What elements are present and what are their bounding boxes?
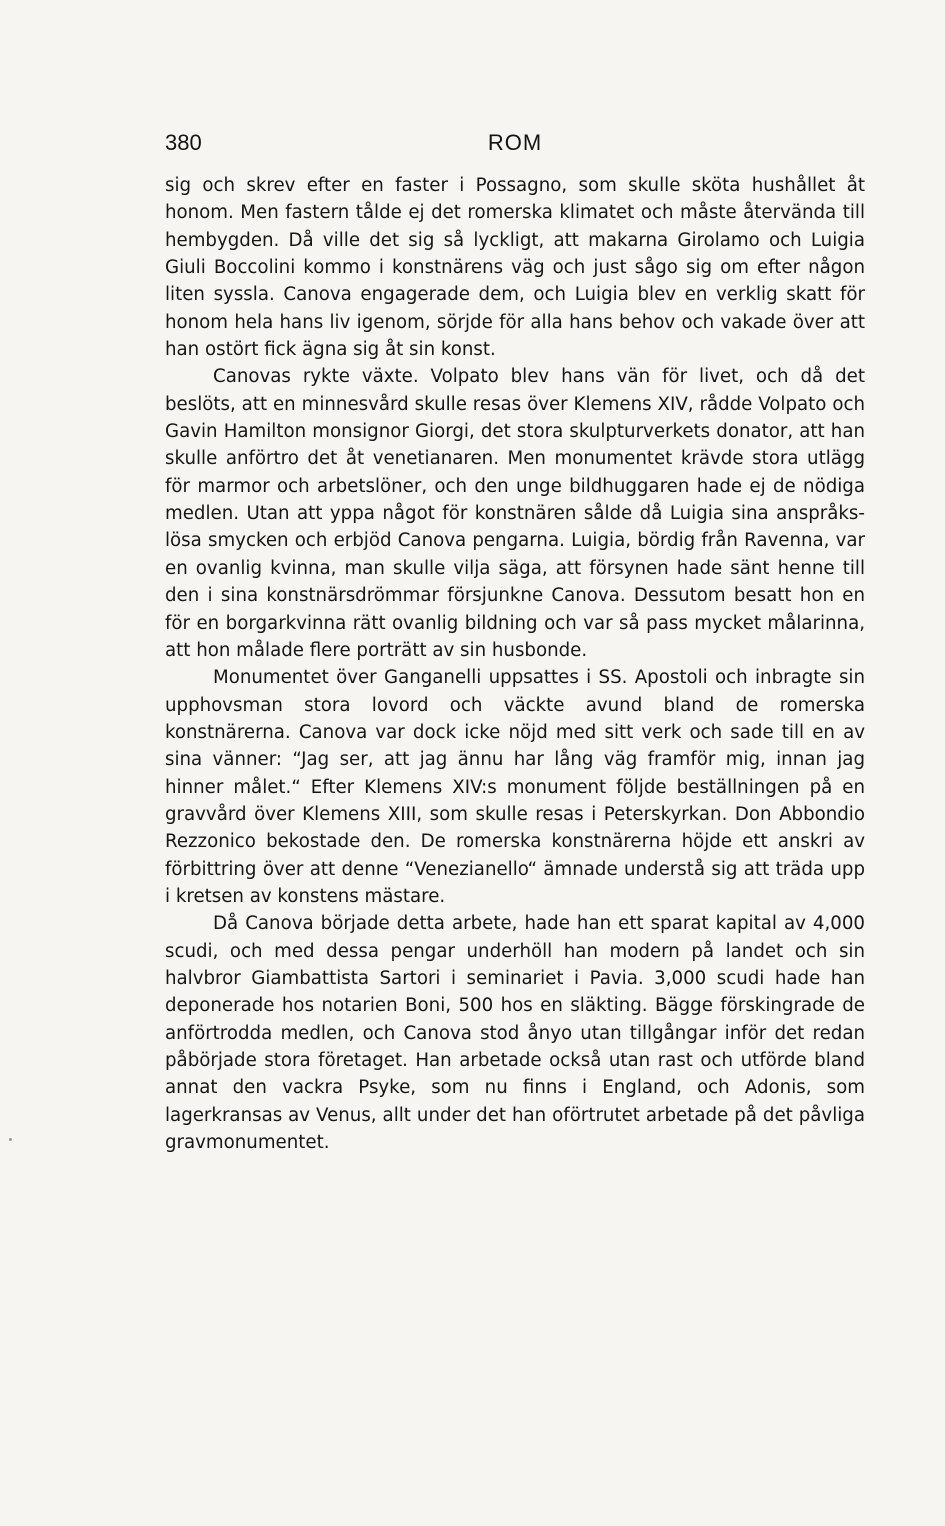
margin-speck bbox=[9, 1138, 12, 1141]
running-title: ROM bbox=[487, 130, 543, 155]
running-head bbox=[165, 130, 865, 164]
paragraph: sig och skrev efter en faster i Possagno, som skulle sköta hushållet åt honom. Men fastern tålde ej det romerska klimatet och måste återvända till hembygden. Då ville det sig så lyckligt, att makarna Girolamo och Luigia Giuli Boccolini kommo i konstnärens väg och just sågo sig om efter någon liten syssla. Canova engagerade dem, och Luigia blev en verklig skatt för honom hela hans liv igenom, sörjde för alla hans behov och vakade över att han ostört fick ägna sig åt sin konst. bbox=[165, 175, 865, 361]
paragraph: Monumentet över Ganganelli uppsattes i SS. Apostoli och inbragte sin upphovsman stora lovord och väckte avund bland de romerska konstnärerna. Canova var dock icke nöjd med sitt verk och sade till en av sina vänner: “Jag ser, att jag ännu har lång väg framför mig, innan jag hinner målet.“ Efter Klemens XIV:s monument följde beställningen på en gravvård över Klemens XIII, som skulle resas i Peterskyrkan. Don Abbondio Rezzonico bekostade den. De romerska konstnärerna höjde ett anskri av förbittring över att denne “Venezianello“ ämnade understå sig att träda upp i kretsen av konstens mästare. bbox=[165, 667, 865, 907]
body-text bbox=[165, 172, 865, 1156]
paragraph: Då Canova började detta arbete, hade han ett sparat kapital av 4,000 scudi, och med dessa pengar underhöll han modern på landet och sin halvbror Giambattista Sartori i seminariet i Pavia. 3,000 scudi hade han deponerade hos notarien Boni, 500 hos en släkting. Bägge förskingrade de anförtrodda medlen, och Canova stod ånyo utan tillgångar inför det redan påbörjade stora företaget. Han arbetade också utan rast och utförde bland annat den vackra Psyke, som nu finns i England, och Adonis, som lagerkransas av Venus, allt under det han oförtrutet arbetade på det påvliga gravmonumentet. bbox=[165, 913, 865, 1154]
paragraph: Canovas rykte växte. Volpato blev hans vän för livet, och då det beslöts, att en minnesvård skulle resas över Klemens XIV, rådde Volpato och Gavin Hamilton monsignor Giorgi, det stora skulpturverkets donator, att han skulle anförtro det åt venetianaren. Men monumentet krävde stora utlägg för marmor och arbetslöner, och den unge bildhuggaren hade ej de nödiga medlen. Utan att yppa något för konstnären sålde då Luigia sina anspråkslösa smycken och erbjöd Canova pengarna. Luigia, bördig från Ravenna, var en ovanlig kvinna, man skulle vilja säga, att försynen hade sänt henne till den i sina konstnärsdrömmar försjunkne Canova. Dessutom besatt hon en för en borgarkvinna rätt ovanlig bildning och var så pass mycket målarinna, att hon målade flere porträtt av sin husbonde. bbox=[165, 366, 865, 661]
page-number: 380 bbox=[165, 130, 202, 155]
